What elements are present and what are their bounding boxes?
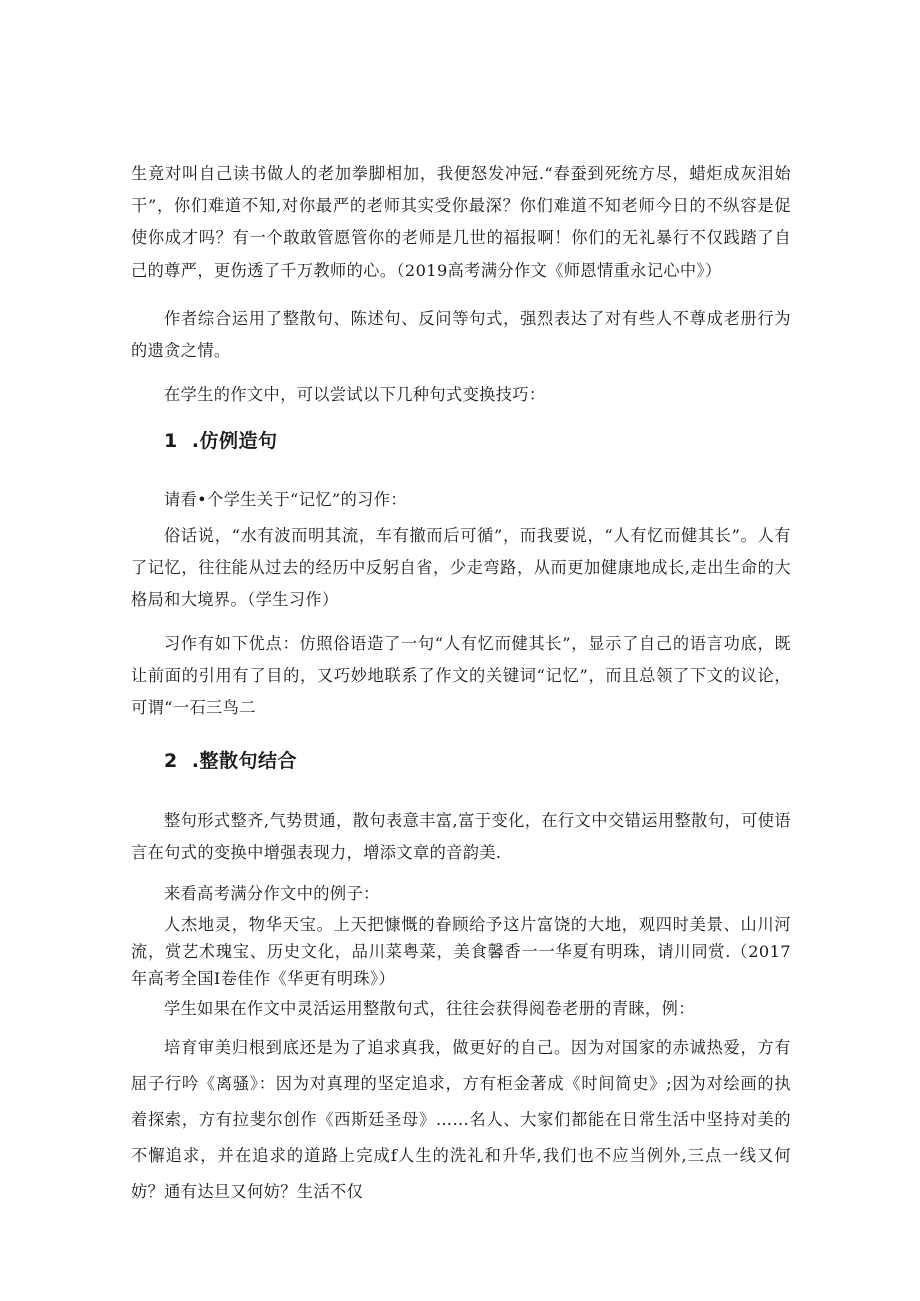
heading-1-text: .仿例造句: [191, 430, 278, 452]
paragraph-8: 来看高考满分作文中的例子：: [164, 884, 380, 903]
paragraph-3: 在学生的作文中，可以尝试以下几种句式变换技巧：: [164, 385, 546, 404]
heading-2: [164, 748, 297, 774]
paragraph-5: 俗话说，“水有波而明其流，车有撤而后可循”，而我要说，“人有忆而健其长”。人有了记忆，往往能从过去的经历中反躬自省，少走弯路，从而更加健康地成长,走出生命的大格局和大境界。（学生习作）: [131, 526, 791, 610]
heading-2-number: 2: [164, 750, 178, 772]
heading-1: [164, 428, 277, 454]
paragraph-7: 整句形式整齐,气势贯通，散句表意丰富,富于变化，在行文中交错运用整散句，可使语言在句式的变换中增强表现力，增添文章的音韵美.: [131, 811, 791, 863]
heading-2-text: .整散句结合: [191, 750, 297, 772]
paragraph-6: 习作有如下优点：仿照俗语造了一句“人有忆而健其长”，显示了自己的语言功底，既让前面的引用有了目的，又巧妙地联系了作文的关键词“记忆”，而且总领了下文的议论，可谓“一石三鸟二: [131, 634, 791, 718]
paragraph-4: 请看•个学生关于“记忆”的习作：: [164, 490, 407, 509]
paragraph-10: 学生如果在作文中灵活运用整散句式，往往会获得阅卷老册的青睐，例：: [164, 999, 695, 1018]
heading-1-number: 1: [164, 430, 178, 452]
paragraph-9: 人杰地灵，物华天宝。上天把慷慨的眷顾给予这片富饶的大地，观四时美景、山川河流，赏艺术瑰宝、历史文化，品川菜粤菜，美食馨香一一华夏有明珠，请川同赏.（2017年高考全国Ⅰ卷佳作《华更有明珠》）: [131, 915, 791, 988]
paragraph-1: 生竟对叫自己读书做人的老加拳脚相加，我便怒发冲冠.“春蚕到死统方尽，蜡炬成灰泪始干”，你们难道不知,对你最严的老师其实受你最深？你们难道不知老师今日的不纵容是促使你成才吗？有一个敢敢管愿管你的老师是几世的福报啊！你们的无礼暴行不仅践踏了自己的尊严，更伤透了千万教师的心。（2019高考满分作文《师恩情重永记心中》）: [131, 164, 791, 280]
paragraph-2: 作者综合运用了整散句、陈述句、反问等句式，强烈表达了对有些人不尊成老册行为的遗贪之情。: [131, 309, 791, 361]
paragraph-11: 培育审美归根到底还是为了追求真我，做更好的自己。因为对国家的赤诚热爱，方有屈子行吟《离骚》：因为对真理的坚定追求，方有柜金著成《时间简史》;因为对绘画的执着探索，方有拉斐尔创作《西斯廷圣母》……名人、大家们都能在日常生活中坚持对美的不懈追求，并在追求的道路上完成f人生的洗礼和升华,我们也不应当例外,三点一线又何妨？通有达旦又何妨？生活不仅: [131, 1038, 791, 1201]
